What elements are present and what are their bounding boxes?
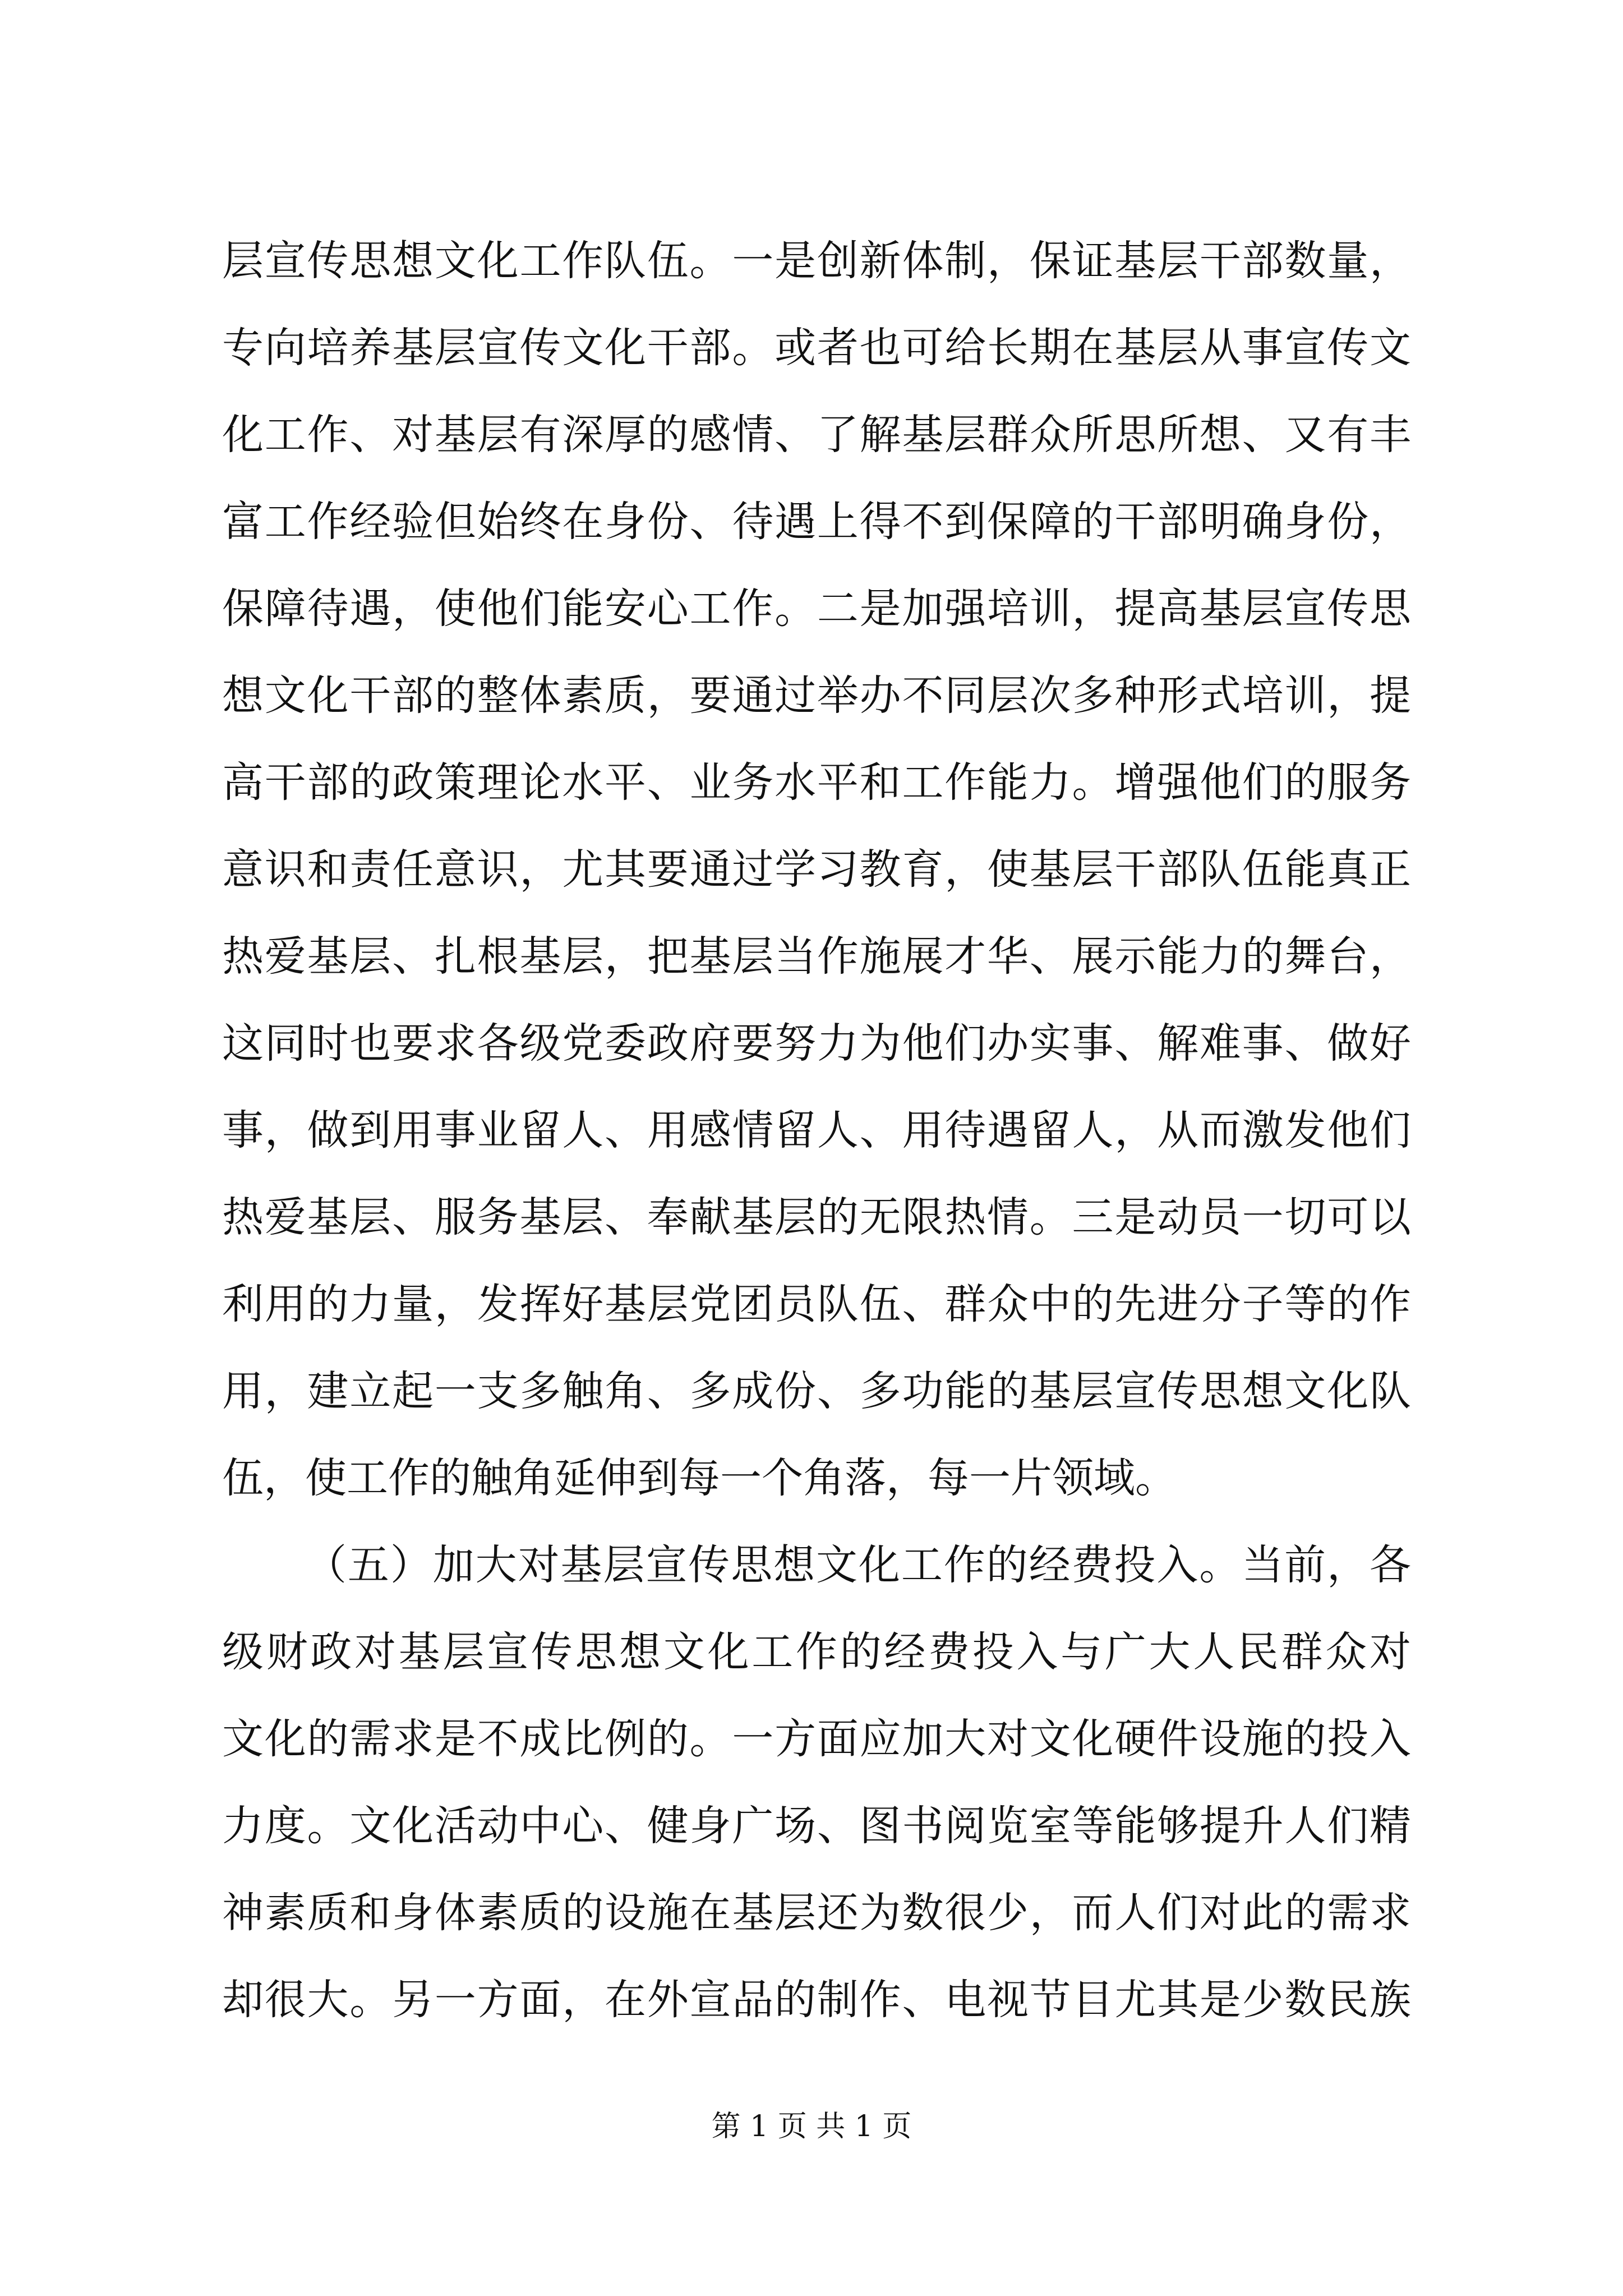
text-line: 热爱基层、服务基层、奉献基层的无限热情。三是动员一切可以 — [222, 1193, 1411, 1241]
page-number-label: 第 1 页 共 1 页 — [711, 2110, 912, 2143]
text-line: 却很大。另一方面，在外宣品的制作、电视节目尤其是少数民族 — [222, 1976, 1411, 2024]
text-line: 文化的需求是不成比例的。一方面应加大对文化硬件设施的投入 — [222, 1715, 1411, 1763]
text-line: 神素质和身体素质的设施在基层还为数很少，而人们对此的需求 — [222, 1889, 1411, 1937]
text-line: 化工作、对基层有深厚的感情、了解基层群众所思所想、又有丰 — [222, 411, 1411, 459]
section-heading-line: （五）加大对基层宣传思想文化工作的经费投入。当前，各 — [305, 1541, 1411, 1589]
text-line: 保障待遇，使他们能安心工作。二是加强培训，提高基层宣传思 — [222, 585, 1411, 633]
text-line: 富工作经验但始终在身份、待遇上得不到保障的干部明确身份， — [222, 498, 1411, 546]
text-line: 级财政对基层宣传思想文化工作的经费投入与广大人民群众对 — [222, 1628, 1411, 1676]
text-line: 利用的力量，发挥好基层党团员队伍、群众中的先进分子等的作 — [222, 1280, 1411, 1328]
text-line: 这同时也要求各级党委政府要努力为他们办实事、解难事、做好 — [222, 1019, 1411, 1068]
page-footer — [0, 2102, 1623, 2145]
text-line: 高干部的政策理论水平、业务水平和工作能力。增强他们的服务 — [222, 758, 1411, 807]
text-line: 热爱基层、扎根基层，把基层当作施展才华、展示能力的舞台， — [222, 932, 1411, 981]
text-line: 层宣传思想文化工作队伍。一是创新体制，保证基层干部数量， — [222, 237, 1411, 285]
text-line: 事，做到用事业留人、用感情留人、用待遇留人，从而激发他们 — [222, 1106, 1411, 1154]
document-body — [222, 218, 1411, 2044]
text-line: 力度。文化活动中心、健身广场、图书阅览室等能够提升人们精 — [222, 1802, 1411, 1850]
paragraph-end-line: 伍，使工作的触角延伸到每一个角落，每一片领域。 — [222, 1454, 1177, 1502]
text-line: 用，建立起一支多触角、多成份、多功能的基层宣传思想文化队 — [222, 1367, 1411, 1415]
text-line: 专向培养基层宣传文化干部。或者也可给长期在基层从事宣传文 — [222, 324, 1411, 372]
text-line: 想文化干部的整体素质，要通过举办不同层次多种形式培训，提 — [222, 671, 1411, 720]
text-line: 意识和责任意识，尤其要通过学习教育，使基层干部队伍能真正 — [222, 845, 1411, 894]
